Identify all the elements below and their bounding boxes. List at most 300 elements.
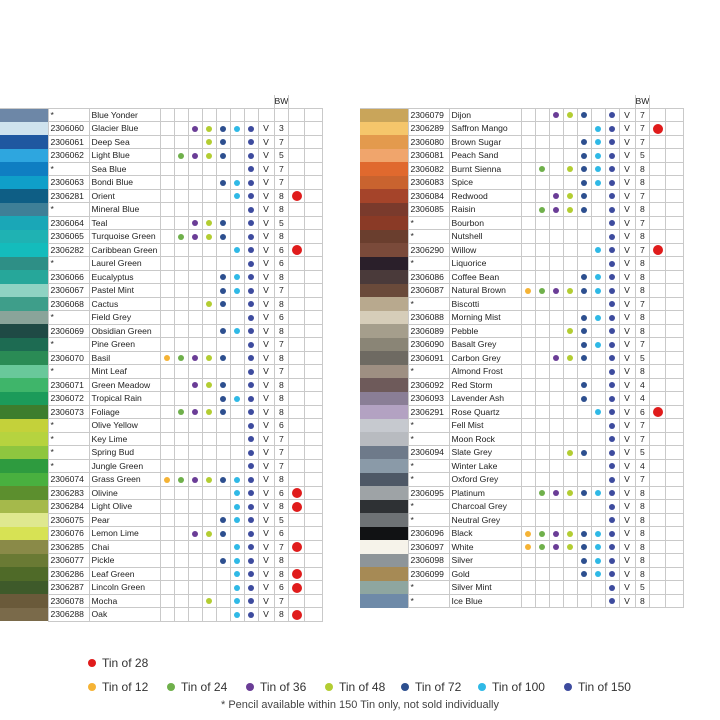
t72-dot-icon <box>581 531 587 537</box>
t72-dot-icon <box>220 234 226 240</box>
tin28-cell <box>289 108 305 122</box>
t150-dot-icon <box>248 436 254 442</box>
header-cell <box>289 95 305 108</box>
tin28-cell <box>650 243 666 257</box>
t72-dot-icon <box>220 531 226 537</box>
tin-cell-t36 <box>188 257 202 271</box>
t100-dot-icon <box>234 126 240 132</box>
header-cell <box>305 95 323 108</box>
color-swatch <box>360 135 408 149</box>
tin-cell-t150 <box>605 527 619 541</box>
t150-dot-icon <box>248 315 254 321</box>
tin-cell-t100 <box>591 324 605 338</box>
spacer-cell <box>666 149 684 163</box>
t100-dot-icon <box>595 409 601 415</box>
tin28-cell <box>289 473 305 487</box>
v-flag: V <box>258 216 274 230</box>
tin-cell-t150 <box>244 446 258 460</box>
tin-cell-t12 <box>521 554 535 568</box>
tin-cell-t12 <box>521 351 535 365</box>
tin28-dot-icon <box>292 191 302 201</box>
tin-cell-t150 <box>244 162 258 176</box>
tin-cell-t150 <box>244 486 258 500</box>
tin-cell-t48 <box>563 473 577 487</box>
v-flag: V <box>258 392 274 406</box>
tin-cell-t36 <box>188 392 202 406</box>
v-flag: V <box>258 567 274 581</box>
tin-cell-t72 <box>216 284 230 298</box>
color-name: Lavender Ash <box>449 392 521 406</box>
bw-value: 7 <box>635 189 650 203</box>
v-flag: V <box>619 257 635 271</box>
tin28-cell <box>289 405 305 419</box>
t72-dot-icon <box>220 477 226 483</box>
product-code: 2306077 <box>48 554 89 568</box>
tin-cell-t24 <box>535 446 549 460</box>
bw-value: 7 <box>635 419 650 433</box>
tin28-cell <box>650 297 666 311</box>
spacer-cell <box>666 459 684 473</box>
t48-dot-icon <box>206 382 212 388</box>
header-cell <box>360 95 408 108</box>
t12-dot-icon <box>525 288 531 294</box>
color-name: Carbon Grey <box>449 351 521 365</box>
t24-dot-icon <box>178 234 184 240</box>
tin-cell-t24 <box>535 513 549 527</box>
spacer-cell <box>666 594 684 608</box>
tin-cell-t48 <box>563 459 577 473</box>
table-row <box>360 378 684 392</box>
tin-cell-t72 <box>216 243 230 257</box>
color-name: Slate Grey <box>449 446 521 460</box>
t150-dot-icon <box>248 274 254 280</box>
tin-cell-t24 <box>174 513 188 527</box>
tin-cell-t36 <box>188 378 202 392</box>
tin-cell-t36 <box>188 230 202 244</box>
spacer-cell <box>666 311 684 325</box>
product-code: * <box>48 257 89 271</box>
tin-cell-t100 <box>230 243 244 257</box>
t36-dot-icon <box>192 531 198 537</box>
tin-cell-t72 <box>216 365 230 379</box>
product-code: 2306284 <box>48 500 89 514</box>
tin-cell-t36 <box>549 446 563 460</box>
t36-dot-icon <box>553 355 559 361</box>
tin-cell-t48 <box>563 176 577 190</box>
color-swatch <box>0 446 48 460</box>
tin-cell-t12 <box>521 419 535 433</box>
tin-cell-t72 <box>577 513 591 527</box>
spacer-cell <box>666 567 684 581</box>
v-flag: V <box>258 594 274 608</box>
tin-cell-t100 <box>591 149 605 163</box>
table-row <box>360 108 684 122</box>
t100-dot-icon <box>234 396 240 402</box>
spacer-cell <box>305 297 323 311</box>
tin-cell-t48 <box>202 405 216 419</box>
color-name: Obsidian Green <box>89 324 160 338</box>
table-row <box>0 189 323 203</box>
spacer-cell <box>305 419 323 433</box>
tin-cell-t48 <box>202 473 216 487</box>
table-row <box>360 365 684 379</box>
tin-cell-t24 <box>174 176 188 190</box>
bw-value: 8 <box>635 176 650 190</box>
tin-cell-t24 <box>174 189 188 203</box>
spacer-cell <box>305 581 323 595</box>
v-flag: V <box>258 270 274 284</box>
bw-value: 5 <box>274 216 289 230</box>
tin-cell-t36 <box>188 527 202 541</box>
bw-value: 5 <box>635 581 650 595</box>
tin-cell-t36 <box>188 473 202 487</box>
tin-cell-t24 <box>174 311 188 325</box>
tin-cell-t150 <box>605 203 619 217</box>
tin-cell-t48 <box>563 392 577 406</box>
t72-dot-icon <box>220 301 226 307</box>
tin-cell-t12 <box>160 203 174 217</box>
t150-dot-icon <box>609 558 615 564</box>
t150-dot-icon <box>248 301 254 307</box>
tin-cell-t100 <box>230 203 244 217</box>
product-code: 2306287 <box>48 581 89 595</box>
tin-cell-t24 <box>535 324 549 338</box>
tin-cell-t72 <box>577 405 591 419</box>
product-code: 2306071 <box>48 378 89 392</box>
tin-cell-t72 <box>216 351 230 365</box>
tin-cell-t48 <box>563 500 577 514</box>
product-code: * <box>48 446 89 460</box>
tin-cell-t48 <box>202 284 216 298</box>
tin-cell-t12 <box>160 135 174 149</box>
tin-cell-t72 <box>216 554 230 568</box>
tin-cell-t72 <box>577 459 591 473</box>
tin-cell-t48 <box>202 135 216 149</box>
tin-cell-t36 <box>549 500 563 514</box>
tin-cell-t72 <box>216 257 230 271</box>
spacer-cell <box>305 432 323 446</box>
t150-dot-icon <box>248 531 254 537</box>
tin-cell-t36 <box>188 351 202 365</box>
tin-cell-t100 <box>230 108 244 122</box>
tin-cell-t12 <box>521 203 535 217</box>
spacer-cell <box>666 378 684 392</box>
tin28-cell <box>650 257 666 271</box>
tin-cell-t48 <box>202 243 216 257</box>
product-code: 2306084 <box>408 189 449 203</box>
t100-dot-icon <box>234 571 240 577</box>
t100-dot-icon <box>234 585 240 591</box>
bw-value: 8 <box>274 324 289 338</box>
t150-dot-icon <box>609 436 615 442</box>
tin-cell-t36 <box>549 324 563 338</box>
table-row <box>360 270 684 284</box>
t24-dot-icon <box>539 207 545 213</box>
tin-cell-t72 <box>216 203 230 217</box>
color-swatch <box>0 122 48 136</box>
tin-cell-t150 <box>244 135 258 149</box>
tin-cell-t100 <box>591 122 605 136</box>
t72-dot-icon <box>220 396 226 402</box>
table-row <box>0 324 323 338</box>
tin-cell-t12 <box>521 108 535 122</box>
product-code: * <box>408 594 449 608</box>
tin28-cell <box>650 392 666 406</box>
tin-cell-t72 <box>216 176 230 190</box>
product-code: 2306281 <box>48 189 89 203</box>
table-row <box>360 446 684 460</box>
tin-cell-t48 <box>202 108 216 122</box>
tin-cell-t72 <box>577 378 591 392</box>
table-row <box>0 230 323 244</box>
v-flag: V <box>258 446 274 460</box>
color-swatch <box>360 149 408 163</box>
t150-dot-icon <box>609 328 615 334</box>
tin-cell-t48 <box>563 378 577 392</box>
tin-cell-t100 <box>591 486 605 500</box>
color-name: Light Blue <box>89 149 160 163</box>
tin-cell-t24 <box>535 527 549 541</box>
tin-cell-t24 <box>535 243 549 257</box>
header-cell <box>591 95 605 108</box>
tin-cell-t48 <box>202 486 216 500</box>
color-name: Basalt Grey <box>449 338 521 352</box>
t36-dot-icon <box>553 193 559 199</box>
tin-cell-t36 <box>549 527 563 541</box>
tin-cell-t12 <box>521 162 535 176</box>
tin28-cell <box>650 351 666 365</box>
tin-cell-t72 <box>577 500 591 514</box>
product-code: 2306098 <box>408 554 449 568</box>
tin-cell-t100 <box>230 365 244 379</box>
tin-cell-t48 <box>202 594 216 608</box>
tin-cell-t12 <box>521 581 535 595</box>
tin28-cell <box>289 594 305 608</box>
tin-cell-t72 <box>577 176 591 190</box>
t36-dot-icon <box>553 544 559 550</box>
color-swatch <box>360 189 408 203</box>
t72-dot-icon <box>581 571 587 577</box>
tin28-cell <box>650 162 666 176</box>
tin-cell-t36 <box>549 149 563 163</box>
product-code: 2306089 <box>408 324 449 338</box>
table-row <box>0 135 323 149</box>
tin-cell-t12 <box>160 108 174 122</box>
tin-cell-t12 <box>521 311 535 325</box>
table-row <box>0 554 323 568</box>
spacer-cell <box>666 392 684 406</box>
color-name: Burnt Sienna <box>449 162 521 176</box>
tin-cell-t36 <box>549 365 563 379</box>
tin-cell-t36 <box>188 243 202 257</box>
tin-cell-t100 <box>230 513 244 527</box>
tin-cell-t48 <box>202 176 216 190</box>
tin-cell-t24 <box>535 203 549 217</box>
tin-cell-t100 <box>591 270 605 284</box>
tin-cell-t72 <box>577 540 591 554</box>
tin-cell-t36 <box>188 108 202 122</box>
tin-cell-t150 <box>605 419 619 433</box>
t100-dot-icon <box>595 180 601 186</box>
tin-cell-t150 <box>244 459 258 473</box>
t72-dot-icon <box>581 193 587 199</box>
table-row <box>0 162 323 176</box>
tin-cell-t48 <box>563 540 577 554</box>
tin-cell-t24 <box>535 135 549 149</box>
color-name: Willow <box>449 243 521 257</box>
header-cell <box>577 95 591 108</box>
t150-dot-icon <box>248 220 254 226</box>
v-flag: V <box>619 122 635 136</box>
tin-cell-t24 <box>535 216 549 230</box>
spacer-cell <box>305 203 323 217</box>
product-code: 2306075 <box>48 513 89 527</box>
tin-cell-t36 <box>188 594 202 608</box>
color-swatch <box>360 297 408 311</box>
color-swatch <box>0 500 48 514</box>
product-code: 2306282 <box>48 243 89 257</box>
v-flag: V <box>258 432 274 446</box>
tin-cell-t48 <box>202 149 216 163</box>
tin28-cell <box>650 405 666 419</box>
bw-value: 8 <box>635 527 650 541</box>
spacer-cell <box>305 567 323 581</box>
tin-cell-t100 <box>591 311 605 325</box>
t48-dot-icon <box>567 207 573 213</box>
tin-cell-t24 <box>535 230 549 244</box>
tin-cell-t100 <box>591 108 605 122</box>
color-swatch <box>0 149 48 163</box>
bw-value: 8 <box>274 189 289 203</box>
t72-dot-icon <box>581 450 587 456</box>
legend-tin150: Tin of 150 <box>564 680 631 694</box>
color-name: Tropical Rain <box>89 392 160 406</box>
tin-cell-t12 <box>521 149 535 163</box>
tin28-cell <box>289 162 305 176</box>
tin-cell-t48 <box>563 486 577 500</box>
t150-dot-icon <box>609 112 615 118</box>
spacer-cell <box>305 311 323 325</box>
v-flag: V <box>619 162 635 176</box>
color-name: Bourbon <box>449 216 521 230</box>
tin-cell-t150 <box>605 540 619 554</box>
tin-cell-t150 <box>244 365 258 379</box>
t36-dot-icon <box>192 153 198 159</box>
color-name: Key Lime <box>89 432 160 446</box>
tin-cell-t150 <box>605 122 619 136</box>
v-flag: V <box>619 500 635 514</box>
tin-cell-t72 <box>216 500 230 514</box>
tin28-cell <box>289 459 305 473</box>
color-swatch <box>0 135 48 149</box>
tin28-cell <box>289 513 305 527</box>
header-cell <box>650 95 666 108</box>
tin-cell-t36 <box>549 284 563 298</box>
t72-dot-icon <box>220 328 226 334</box>
v-flag: V <box>619 473 635 487</box>
legend-tin24: Tin of 24 <box>167 680 227 694</box>
spacer-cell <box>305 459 323 473</box>
color-name: Foliage <box>89 405 160 419</box>
tin-cell-t36 <box>549 216 563 230</box>
color-name: Lemon Lime <box>89 527 160 541</box>
product-code: 2306099 <box>408 567 449 581</box>
v-flag: V <box>258 378 274 392</box>
product-code: * <box>48 162 89 176</box>
bw-value: 8 <box>274 567 289 581</box>
t150-dot-icon <box>609 315 615 321</box>
table-row <box>0 149 323 163</box>
tin28-dot-icon <box>653 407 663 417</box>
bw-value: 5 <box>635 351 650 365</box>
spacer-cell <box>666 405 684 419</box>
t48-dot-icon <box>206 409 212 415</box>
spacer-cell <box>305 162 323 176</box>
legend-tin36: Tin of 36 <box>246 680 306 694</box>
tin-cell-t12 <box>160 284 174 298</box>
tin-cell-t100 <box>591 581 605 595</box>
tin-cell-t150 <box>244 270 258 284</box>
bw-value: 7 <box>635 135 650 149</box>
spacer-cell <box>666 257 684 271</box>
header-cell <box>258 95 274 108</box>
v-flag: V <box>258 311 274 325</box>
t150-dot-icon <box>609 139 615 145</box>
t150-dot-icon <box>248 193 254 199</box>
color-name: Pear <box>89 513 160 527</box>
tin-cell-t12 <box>521 135 535 149</box>
tin-cell-t72 <box>216 297 230 311</box>
tin-cell-t36 <box>188 203 202 217</box>
tin-cell-t72 <box>216 513 230 527</box>
v-flag: V <box>258 324 274 338</box>
tin-cell-t12 <box>521 392 535 406</box>
bw-value: 7 <box>635 432 650 446</box>
tin-cell-t100 <box>230 419 244 433</box>
left-color-table <box>0 95 323 622</box>
table-row <box>360 284 684 298</box>
tin-cell-t48 <box>202 189 216 203</box>
color-name: Black <box>449 527 521 541</box>
tin-cell-t72 <box>577 365 591 379</box>
tin28-cell <box>650 338 666 352</box>
tin-cell-t72 <box>577 473 591 487</box>
spacer-cell <box>305 324 323 338</box>
color-name: Mineral Blue <box>89 203 160 217</box>
color-swatch <box>360 270 408 284</box>
color-swatch <box>360 432 408 446</box>
tin-cell-t100 <box>230 176 244 190</box>
tin-cell-t36 <box>188 500 202 514</box>
legend-tin28: Tin of 28 <box>88 656 148 670</box>
spacer-cell <box>305 216 323 230</box>
t100-dot-icon <box>595 490 601 496</box>
tin48-dot-icon <box>325 683 333 691</box>
color-swatch <box>360 567 408 581</box>
bw-value: 8 <box>635 554 650 568</box>
tin-cell-t48 <box>563 162 577 176</box>
tin-cell-t36 <box>549 513 563 527</box>
tin-cell-t36 <box>549 162 563 176</box>
product-code: * <box>408 257 449 271</box>
t72-dot-icon <box>581 153 587 159</box>
product-code: 2306072 <box>48 392 89 406</box>
tin-cell-t24 <box>535 189 549 203</box>
t100-dot-icon <box>234 247 240 253</box>
tin-cell-t150 <box>244 378 258 392</box>
tin-cell-t36 <box>188 459 202 473</box>
tin28-dot-icon <box>292 610 302 620</box>
